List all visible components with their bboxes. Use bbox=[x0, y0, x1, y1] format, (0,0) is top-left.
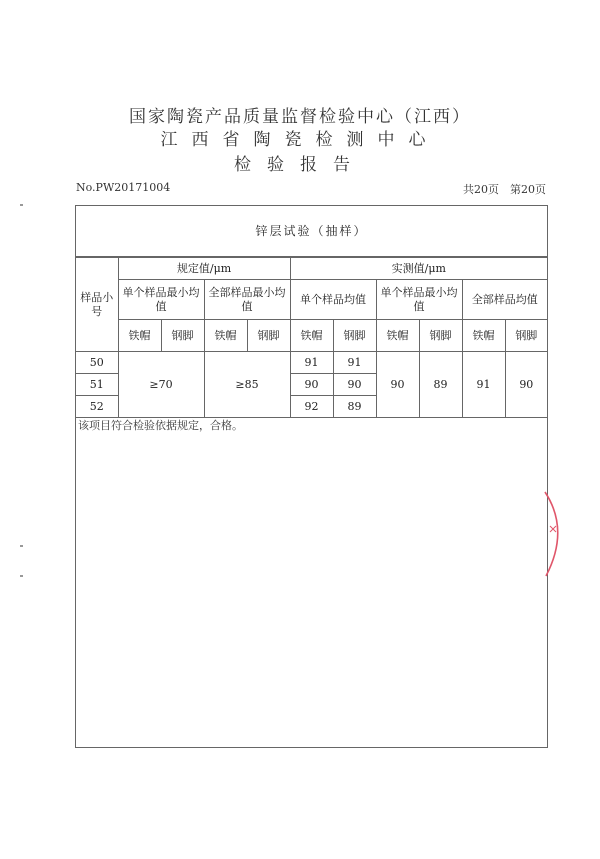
sub-pin: 钢脚 bbox=[333, 320, 376, 352]
col-measured-header: 实测值/μm bbox=[290, 258, 547, 280]
seal-stamp bbox=[470, 490, 600, 580]
table-row bbox=[76, 352, 547, 374]
sub-cap: 铁帽 bbox=[290, 320, 333, 352]
measured-pin: 91 bbox=[333, 352, 376, 374]
report-number: No.PW20171004 bbox=[76, 181, 171, 194]
spec-all-value: ≥85 bbox=[204, 352, 290, 418]
sub-cap: 铁帽 bbox=[462, 320, 505, 352]
zinc-coating-table bbox=[76, 257, 547, 418]
sub-cap: 铁帽 bbox=[376, 320, 419, 352]
sub-pin: 钢脚 bbox=[161, 320, 204, 352]
meas-all-header: 全部样品均值 bbox=[462, 280, 547, 320]
min-cap-value: 90 bbox=[376, 352, 419, 418]
report-frame bbox=[75, 205, 548, 748]
scan-speck bbox=[20, 545, 23, 547]
header-report-type: 检验报告 bbox=[234, 155, 366, 175]
sample-number: 50 bbox=[76, 352, 118, 374]
spec-single-value: ≥70 bbox=[118, 352, 204, 418]
conclusion-text: 该项目符合检验依据规定，合格。 bbox=[78, 419, 243, 432]
meas-single-header: 单个样品均值 bbox=[290, 280, 376, 320]
measured-pin: 89 bbox=[333, 396, 376, 418]
scan-speck bbox=[20, 204, 23, 206]
spec-single-header: 单个样品最小均值 bbox=[118, 280, 204, 320]
all-pin-value: 90 bbox=[505, 352, 547, 418]
meas-single-min-header: 单个样品最小均值 bbox=[376, 280, 462, 320]
sub-pin: 钢脚 bbox=[419, 320, 462, 352]
sample-number: 51 bbox=[76, 374, 118, 396]
col-sample-header: 样品小号 bbox=[76, 258, 118, 352]
sub-pin: 钢脚 bbox=[247, 320, 290, 352]
measured-cap: 91 bbox=[290, 352, 333, 374]
header-org-name: 国家陶瓷产品质量监督检验中心（江西） bbox=[129, 107, 471, 127]
sub-pin: 钢脚 bbox=[505, 320, 547, 352]
sub-cap: 铁帽 bbox=[204, 320, 247, 352]
scan-speck bbox=[20, 575, 23, 577]
all-cap-value: 91 bbox=[462, 352, 505, 418]
page-info: 共20页 第20页 bbox=[463, 183, 546, 196]
measured-cap: 92 bbox=[290, 396, 333, 418]
measured-pin: 90 bbox=[333, 374, 376, 396]
sub-cap: 铁帽 bbox=[118, 320, 161, 352]
min-pin-value: 89 bbox=[419, 352, 462, 418]
col-spec-header: 规定值/μm bbox=[118, 258, 290, 280]
report-title: 锌层试验（抽样） bbox=[76, 206, 547, 257]
header-center-name: 江西省陶瓷检测中心 bbox=[160, 130, 440, 150]
measured-cap: 90 bbox=[290, 374, 333, 396]
spec-all-header: 全部样品最小均值 bbox=[204, 280, 290, 320]
sample-number: 52 bbox=[76, 396, 118, 418]
